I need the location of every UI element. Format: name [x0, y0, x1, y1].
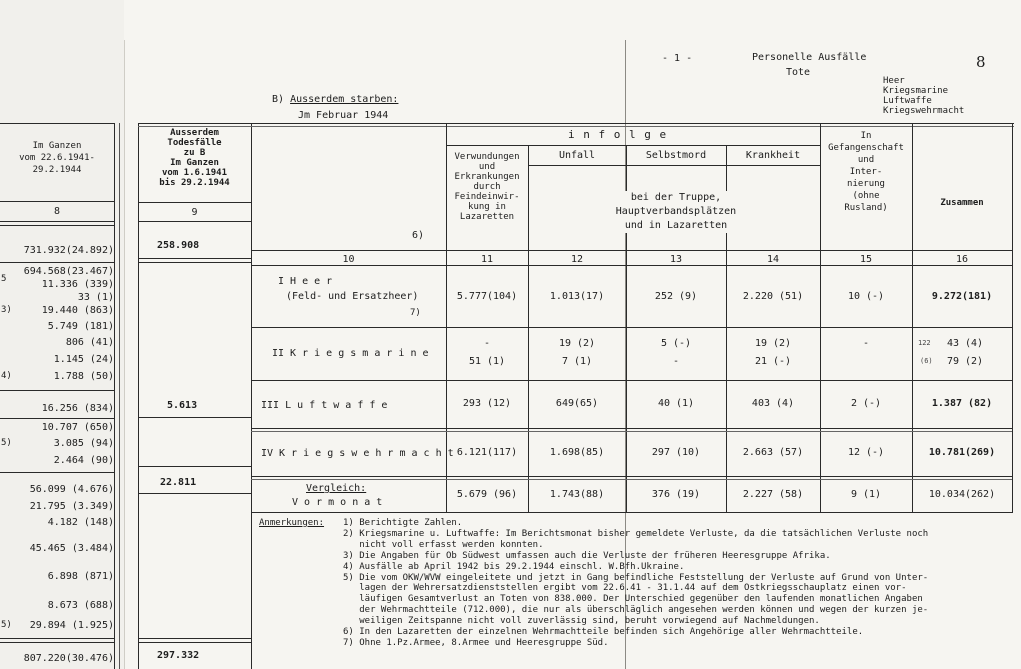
- margin-mark: 3): [1, 305, 12, 315]
- row-label-sub: (Feld- und Ersatzheer): [286, 291, 419, 302]
- col-num-15: 15: [859, 254, 873, 265]
- margin-mark: 5): [1, 438, 12, 448]
- cell: 5.679 (96): [456, 489, 518, 500]
- branch-list: [883, 76, 964, 116]
- section-heading: B) Ausserdem starben:: [272, 94, 399, 105]
- cell: -: [483, 338, 491, 349]
- cell: 21 (-): [754, 356, 792, 367]
- cell: 10 (-): [847, 291, 885, 302]
- left-value: 33 (1): [77, 292, 114, 303]
- page-number: - 1 -: [662, 53, 693, 64]
- col-num-10: 10: [342, 254, 355, 265]
- branch-item: Luftwaffe: [883, 96, 932, 106]
- cell: 7 (1): [561, 356, 593, 367]
- col12-header: Unfall: [558, 150, 596, 161]
- branch-item: Heer: [883, 76, 905, 86]
- cell: 9 (1): [850, 489, 882, 500]
- notes-list: [343, 518, 928, 649]
- cell: 5 (-): [660, 338, 692, 349]
- margin-mark: 5): [1, 620, 12, 630]
- left-value: 694.568(23.467): [23, 266, 114, 277]
- cell: 1.013(17): [549, 291, 605, 302]
- cell: 40 (1): [657, 398, 695, 409]
- row-label: I H e e r: [278, 276, 333, 287]
- left-value: 21.795 (3.349): [29, 501, 114, 512]
- left-value: 6.898 (871): [47, 571, 114, 582]
- handwritten-mark: 122: [918, 339, 931, 347]
- left-column-header: Im Ganzen vom 22.6.1941- 29.2.1944: [19, 141, 95, 175]
- cell: 12 (-): [847, 447, 885, 458]
- cell: 2.663 (57): [742, 447, 804, 458]
- col9-header: Ausserdem Todesfälle zu B Im Ganzen vom 1.6.1941 bis 29.2.1944: [159, 128, 230, 188]
- header-note-6: 6): [412, 230, 425, 241]
- col-num-16: 16: [955, 254, 969, 265]
- left-value: 2.464 (90): [53, 455, 114, 466]
- margin-mark: 4): [1, 371, 12, 381]
- left-value: 16.256 (834): [41, 403, 114, 414]
- col9-value: 258.908: [157, 240, 200, 251]
- cell: 403 (4): [751, 398, 795, 409]
- note-line: 6) In den Lazaretten der einzelnen Wehrmachtteile befinden sich Angehörige aller Wehrmachtteile.: [343, 627, 864, 638]
- note-line: 3) Die Angaben für Ob Südwest umfassen auch die Verluste der früheren Heeresgruppe Afrika.: [343, 550, 831, 561]
- note-line: lagen der Wehrersatzdienststellen ergibt vom 22.6.41 - 31.1.44 auf dem Ostkriegsschauplatz einen vor-: [343, 583, 907, 594]
- cell: 2.227 (58): [742, 489, 804, 500]
- note-line: weiligen Zeitspanne nicht voll zuverlässig sind, beruht vorwiegend auf Nachmeldungen.: [343, 616, 820, 627]
- note-line: nicht voll erfasst werden konnten.: [343, 539, 544, 550]
- col-num-14: 14: [766, 254, 780, 265]
- cell: 1.698(85): [549, 447, 605, 458]
- col-num-13: 13: [669, 254, 683, 265]
- col9-value: 22.811: [160, 477, 197, 488]
- cell: -: [862, 338, 870, 349]
- cell: 19 (2): [558, 338, 596, 349]
- row-label: III L u f t w a f f e: [261, 400, 388, 411]
- left-value: 11.336 (339): [41, 279, 114, 290]
- cell: 51 (1): [468, 356, 506, 367]
- note-line: 2) Kriegsmarine u. Luftwaffe: Im Berichtsmonat bisher gemeldete Verluste, da die tatsächlichen Verluste noch: [343, 528, 929, 539]
- left-value: 8.673 (688): [47, 600, 114, 611]
- col14-header: Krankheit: [745, 150, 801, 161]
- col9-value: 297.332: [157, 650, 200, 661]
- handwritten-mark: (6): [920, 357, 933, 365]
- location-note: bei der Truppe, Hauptverbandsplätzen und in Lazaretten: [596, 191, 756, 233]
- cell: 43 (4): [946, 338, 984, 349]
- col15-header: In Gefangenschaft und Inter- nierung (ohne Rusland): [828, 131, 904, 213]
- doc-subtitle: Tote: [786, 67, 811, 78]
- branch-item: Kriegsmarine: [883, 86, 949, 96]
- left-value: 10.707 (650): [41, 422, 114, 433]
- col-num-12: 12: [570, 254, 584, 265]
- left-value: 5.749 (181): [47, 321, 114, 332]
- cell: 2.220 (51): [742, 291, 804, 302]
- cell: 10.034(262): [928, 489, 996, 500]
- page-mark: 8: [976, 53, 986, 71]
- cell: 79 (2): [946, 356, 984, 367]
- cell: 2 (-): [850, 398, 882, 409]
- cell: 252 (9): [654, 291, 698, 302]
- left-value: 731.932(24.892): [23, 245, 114, 256]
- row-note: 7): [410, 308, 421, 318]
- cell: 1.743(88): [549, 489, 605, 500]
- col-num-11: 11: [480, 254, 494, 265]
- note-line: läufigen Gesamtverlust an Toten von 838.000. Der Unterschied gegenüber den laufenden monatlichen Angaben: [343, 594, 923, 605]
- row-label: II K r i e g s m a r i n e: [272, 348, 429, 359]
- page-fold: [124, 40, 125, 669]
- cell: 1.387 (82): [931, 398, 993, 409]
- notes-title: Anmerkungen:: [259, 518, 325, 528]
- cell: 19 (2): [754, 338, 792, 349]
- row-label-sub: V o r m o n a t: [292, 497, 383, 508]
- col9-value: 5.613: [167, 400, 198, 411]
- cell: 297 (10): [651, 447, 701, 458]
- col-num-9: 9: [191, 207, 198, 218]
- note-line: 1) Berichtigte Zahlen.: [343, 518, 463, 528]
- month-label: Jm Februar 1944: [298, 110, 389, 121]
- infolge-header: i n f o l g e: [568, 128, 668, 141]
- left-value: 56.099 (4.676): [29, 484, 114, 495]
- cell: 293 (12): [462, 398, 512, 409]
- cell: -: [672, 356, 680, 367]
- note-line: 5) Die vom OKW/WVW eingeleitete und jetzt in Gang befindliche Feststellung der Verluste auf Grund von Unter-: [343, 572, 929, 583]
- cell: 10.781(269): [928, 447, 996, 458]
- left-value: 19.440 (863): [41, 305, 114, 316]
- left-value: 1.788 (50): [53, 371, 114, 382]
- margin-mark: 5: [1, 274, 7, 284]
- left-value: 45.465 (3.484): [29, 543, 114, 554]
- note-line: der Wehrmachtteile (712.000), die nur als überschläglich angesehen werden können und wegen der kurzen je-: [343, 605, 929, 616]
- row-label: IV K r i e g s w e h r m a c h t: [261, 448, 454, 459]
- section-heading-text: Ausserdem starben:: [290, 94, 399, 105]
- row-label: Vergleich:: [306, 483, 367, 494]
- left-page-strip: [0, 0, 124, 669]
- doc-title: Personelle Ausfälle: [752, 52, 867, 63]
- cell: 6.121(117): [456, 447, 518, 458]
- left-value: 807.220(30.476): [23, 653, 114, 664]
- left-value: 806 (41): [65, 337, 114, 348]
- note-line: 4) Ausfälle ab April 1942 bis 29.2.1944 einschl. W.Bfh.Ukraine.: [343, 561, 685, 572]
- cell: 649(65): [555, 398, 599, 409]
- branch-item: Kriegswehrmacht: [883, 106, 965, 116]
- cell: 5.777(104): [456, 291, 518, 302]
- cell: 376 (19): [651, 489, 701, 500]
- col16-header: Zusammen: [940, 198, 984, 208]
- left-value: 4.182 (148): [47, 517, 114, 528]
- col-num-8: 8: [53, 206, 61, 217]
- cell: 9.272(181): [931, 291, 993, 302]
- left-value: 1.145 (24): [53, 354, 114, 365]
- col13-header: Selbstmord: [645, 150, 707, 161]
- left-value: 29.894 (1.925): [29, 620, 114, 631]
- left-value: 3.085 (94): [53, 438, 114, 449]
- note-line: 7) Ohne 1.Pz.Armee, 8.Armee und Heeresgruppe Süd.: [343, 637, 609, 648]
- col11-header: Verwundungen und Erkrankungen durch Feindeinwir- kung in Lazaretten: [454, 152, 520, 222]
